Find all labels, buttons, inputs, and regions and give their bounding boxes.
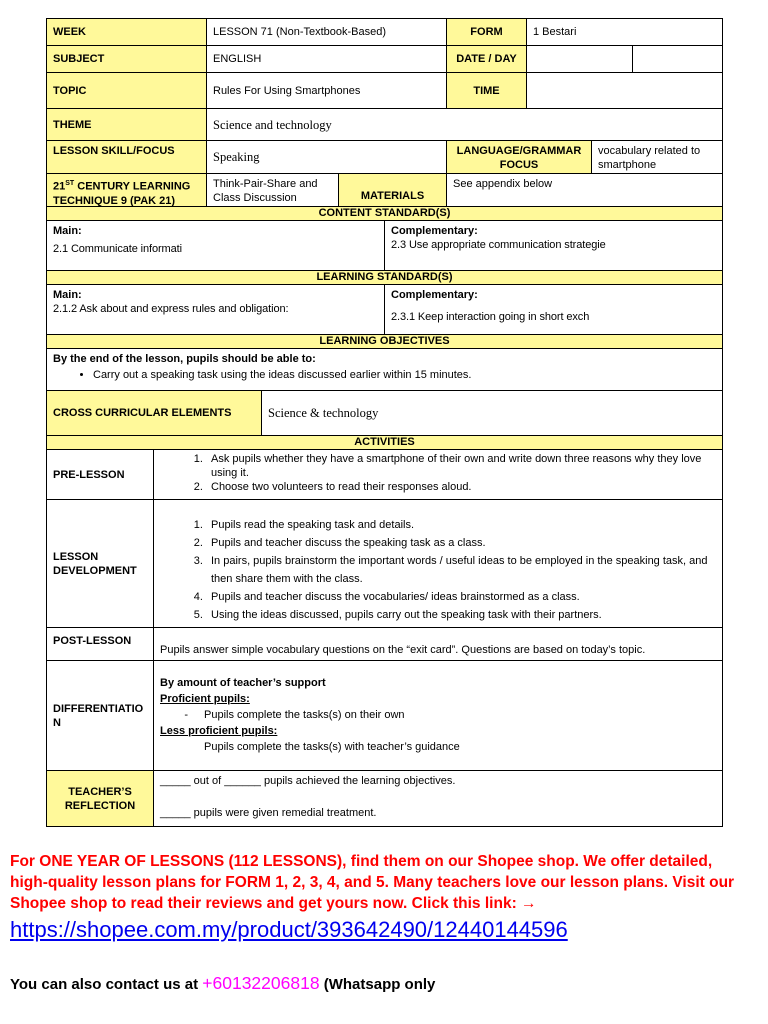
shopee-link[interactable]: https://shopee.com.my/product/393642490/12440144596 [10,917,568,942]
content-comp-label: Complementary: [391,225,478,237]
dev-item: 1. Pupils read the speaking task and details. [206,516,716,534]
differentiation-cell [154,661,723,771]
dev-item: 5. Using the ideas discussed, pupils carry out the speaking task with their partners. [206,606,716,624]
content-comp-cell [385,221,723,271]
pre-item: 1. Ask pupils whether they have a smartphone of their own and write down three reasons why they love using it. [206,452,716,480]
c21-label-number: 21 [53,180,66,193]
content-comp-value: 2.3 Use appropriate communication strategie [391,239,606,251]
dev-item: 4. Pupils and teacher discuss the vocabularies/ ideas brainstormed as a class. [206,588,716,606]
time-label: TIME [447,73,527,109]
week-label: WEEK [47,18,207,46]
c21-value: Think-Pair-Share and Class Discussion [207,174,339,207]
objectives-header-row [46,335,723,349]
day-value-cell [633,46,723,73]
week-row [46,18,723,46]
diff-dash: - [184,709,188,721]
skill-label: LESSON SKILL/FOCUS [47,141,207,174]
learning-main-value: 2.1.2 Ask about and express rules and obligation: [53,303,289,315]
content-standard-title: CONTENT STANDARD(S) [47,207,723,221]
content-main-label: Main: [53,225,82,237]
form-label: FORM [447,18,527,46]
learning-comp-label: Complementary: [391,289,478,301]
objectives-list [53,368,716,382]
diff-less-label: Less proficient pupils: [160,725,278,737]
grammar-label: LANGUAGE/GRAMMAR FOCUS [447,141,592,174]
pre-lesson-label: PRE-LESSON [47,450,154,500]
objectives-title: LEARNING OBJECTIVES [47,335,723,349]
post-lesson-value: Pupils answer simple vocabulary questions on the “exit card”. Questions are based on today’s topic. [154,628,723,661]
subject-label: SUBJECT [47,46,207,73]
pre-lesson-cell [154,450,723,500]
contact-suffix: (Whatsapp only [319,976,436,993]
grammar-value: vocabulary related to smartphone [592,141,723,174]
learning-main-cell [47,285,385,335]
materials-value: See appendix below [447,174,723,207]
diff-less-item: Pupils complete the tasks(s) with teacher’s guidance [204,741,460,753]
skill-value: Speaking [207,141,447,174]
learning-comp-value: 2.3.1 Keep interaction going in short exch [391,311,590,323]
post-lesson-label: POST-LESSON [47,628,154,661]
development-cell [154,500,723,628]
differentiation-row [46,661,723,771]
lesson-plan-table [46,18,722,827]
learning-comp-cell [385,285,723,335]
topic-row [46,73,723,109]
post-lesson-row [46,628,723,661]
development-label: LESSON DEVELOPMENT [47,500,154,628]
objectives-intro: By the end of the lesson, pupils should be able to: [53,353,316,365]
dev-item: 3. In pairs, pupils brainstorm the important words / useful ideas to be employed in the speaking task, and then share them with the class. [206,552,716,588]
pre-lesson-list [160,452,716,494]
objective-item: • Carry out a speaking task using the ideas discussed earlier within 15 minutes. [93,368,716,382]
time-value-cell [527,73,723,109]
reflection-line-1: _____ out of ______ pupils achieved the learning objectives. [160,775,456,787]
pre-lesson-row [46,450,723,500]
phone-number[interactable]: +60132206818 [202,973,320,993]
learning-standard-header-row [46,271,723,285]
skill-row [46,141,723,174]
reflection-cell [154,771,723,827]
activities-header-row [46,436,723,450]
form-value: 1 Bestari [527,18,723,46]
cross-row [46,391,723,436]
subject-value: ENGLISH [207,46,447,73]
diff-proficient-line [160,707,716,723]
c21-row [46,174,723,207]
c21-label-sup: ST [65,180,75,187]
development-list [160,516,716,624]
reflection-line-2: _____ pupils were given remedial treatment. [160,807,377,819]
content-main-cell [47,221,385,271]
differentiation-label: DIFFERENTIATION [47,661,154,771]
theme-label: THEME [47,109,207,141]
date-value-cell [527,46,633,73]
learning-standard-title: LEARNING STANDARD(S) [47,271,723,285]
diff-proficient-label: Proficient pupils: [160,693,250,705]
promo-text: For ONE YEAR OF LESSONS (112 LESSONS), find them on our Shopee shop. We offer detailed, high-quality lesson plans for FORM 1, 2, 3, 4, and 5. Many teachers love our lesson plans. Visit our Shopee shop to read their reviews and get yours now. Click this link: → [10,853,735,912]
c21-label-text: CENTURY LEARNING TECHNIQUE 9 (PAK 21) [53,180,191,207]
topic-value: Rules For Using Smartphones [207,73,447,109]
contact-line [10,973,435,994]
subject-row [46,46,723,73]
date-label: DATE / DAY [447,46,527,73]
learning-main-label: Main: [53,289,82,301]
pre-item: 2. Choose two volunteers to read their responses aloud. [206,480,716,494]
week-value: LESSON 71 (Non-Textbook-Based) [207,18,447,46]
materials-label: MATERIALS [339,174,447,207]
dev-item: 2. Pupils and teacher discuss the speaking task as a class. [206,534,716,552]
diff-proficient-item: Pupils complete the tasks(s) on their own [204,709,405,721]
reflection-row [46,771,723,827]
reflection-label: TEACHER’S REFLECTION [47,771,154,827]
cross-value: Science & technology [262,391,723,436]
learning-standard-row [46,285,723,335]
objectives-cell [47,349,723,391]
topic-label: TOPIC [47,73,207,109]
cross-label: CROSS CURRICULAR ELEMENTS [47,391,262,436]
diff-heading: By amount of teacher’s support [160,677,326,689]
content-main-value: 2.1 Communicate informati [53,243,182,255]
contact-prefix: You can also contact us at [10,976,203,993]
development-row [46,500,723,628]
content-standard-row [46,221,723,271]
content-standard-header-row [46,207,723,221]
activities-title: ACTIVITIES [47,436,723,450]
c21-label [47,174,207,207]
theme-row [46,109,723,141]
theme-value: Science and technology [207,109,723,141]
objectives-row [46,349,723,391]
